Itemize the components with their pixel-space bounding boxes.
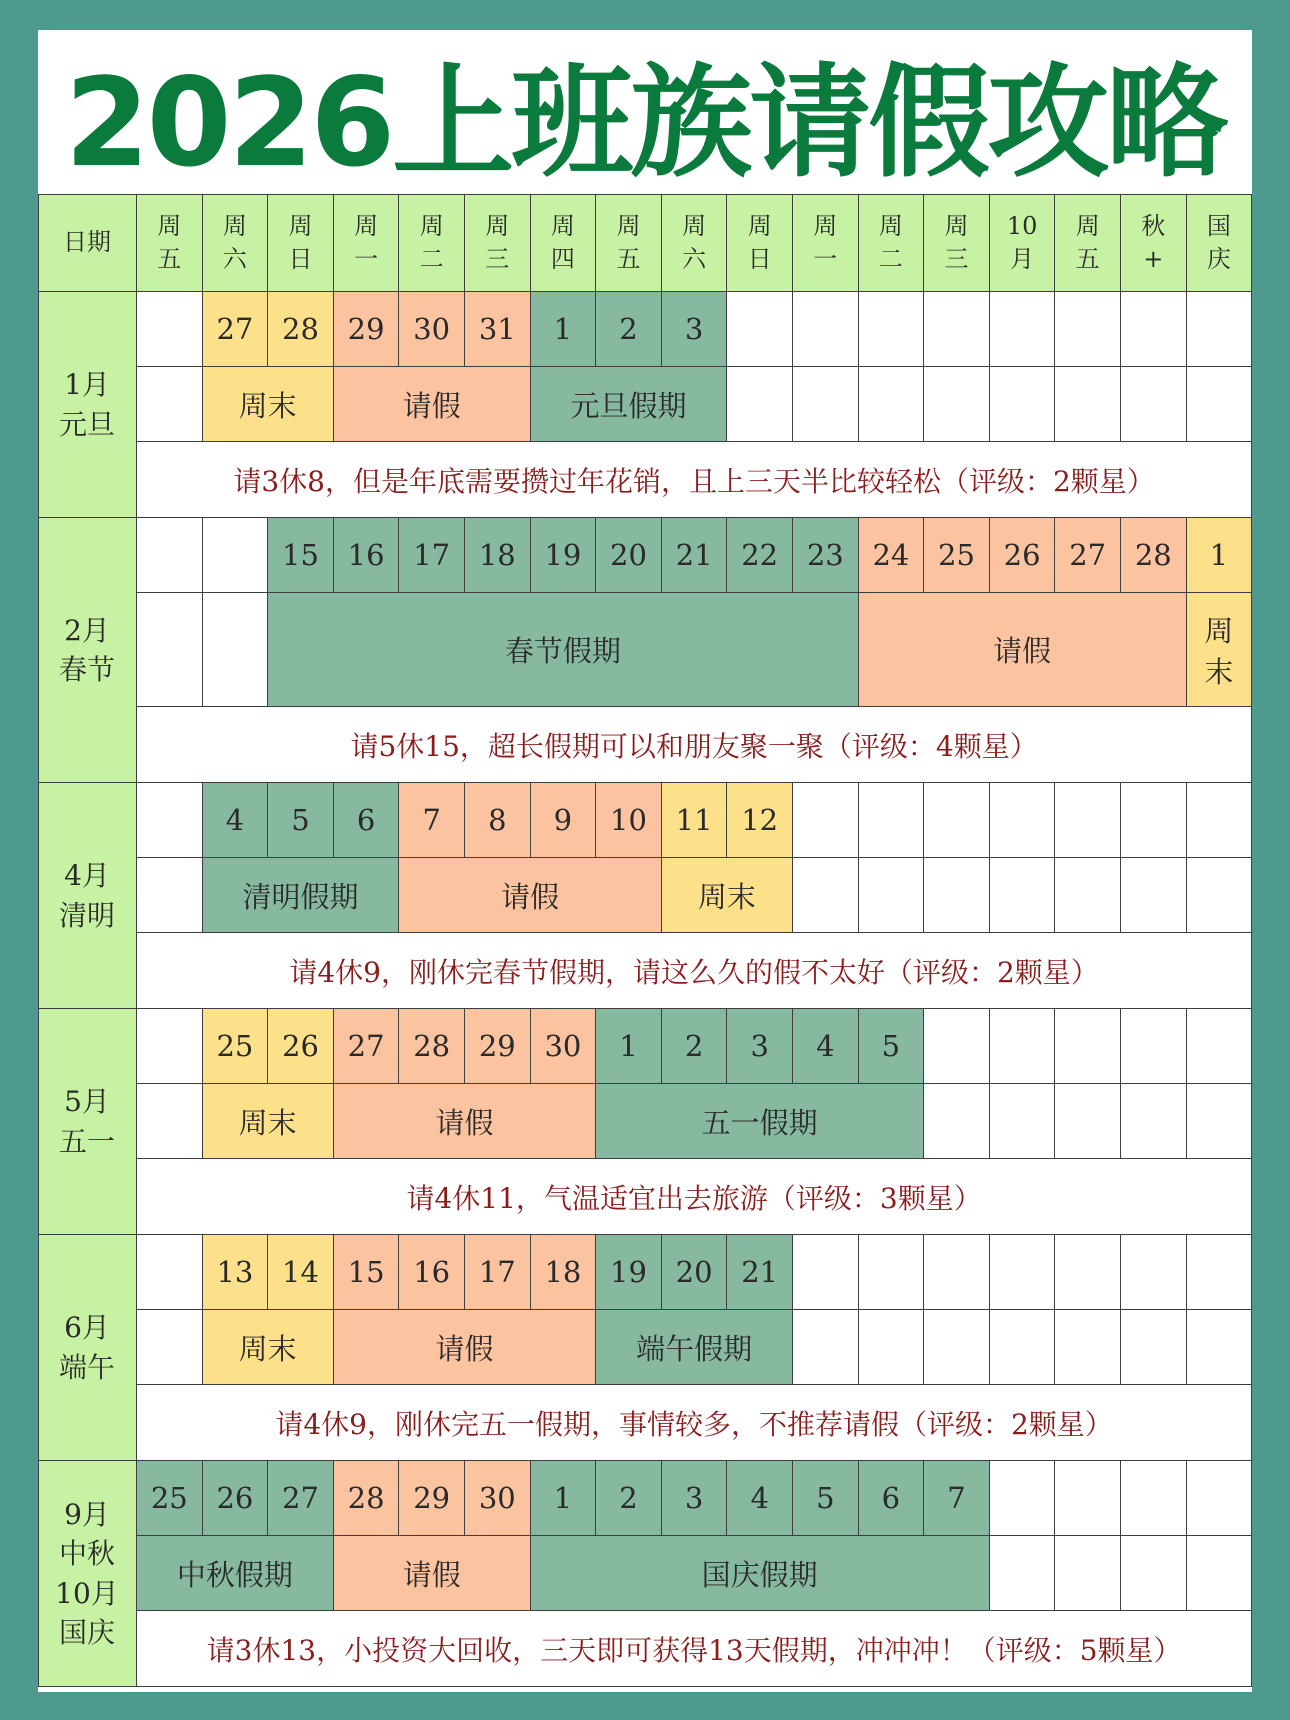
header-day-2: 周 日 xyxy=(268,194,334,292)
date-cell: 7 xyxy=(924,1461,990,1536)
holiday-band: 端午假期 xyxy=(596,1310,793,1385)
date-cell: 13 xyxy=(203,1235,269,1310)
date-cell: 6 xyxy=(334,783,400,858)
date-cell: 1 xyxy=(531,292,597,367)
date-cell: 7 xyxy=(399,783,465,858)
date-cell: 30 xyxy=(399,292,465,367)
date-cell: 27 xyxy=(1055,518,1121,593)
empty-cell xyxy=(924,367,990,442)
header-day-11: 周 二 xyxy=(859,194,925,292)
empty-cell xyxy=(1187,1235,1253,1310)
empty-cell xyxy=(924,1235,990,1310)
empty-cell xyxy=(137,858,203,933)
empty-cell xyxy=(924,292,990,367)
date-cell: 29 xyxy=(334,292,400,367)
date-cell: 25 xyxy=(137,1461,203,1536)
date-cell: 14 xyxy=(268,1235,334,1310)
empty-cell xyxy=(1055,1009,1121,1084)
empty-cell xyxy=(793,858,859,933)
weekend-band: 周末 xyxy=(203,1310,334,1385)
empty-cell xyxy=(1121,783,1187,858)
empty-cell xyxy=(1187,292,1253,367)
empty-cell xyxy=(1121,1235,1187,1310)
empty-cell xyxy=(1055,367,1121,442)
empty-cell xyxy=(859,1235,925,1310)
empty-cell xyxy=(1055,292,1121,367)
header-day-14: 周 五 xyxy=(1055,194,1121,292)
date-cell: 4 xyxy=(203,783,269,858)
date-cell: 26 xyxy=(990,518,1056,593)
empty-cell xyxy=(859,783,925,858)
date-cell: 19 xyxy=(531,518,597,593)
empty-cell xyxy=(924,1310,990,1385)
header-day-15: 秋 + xyxy=(1121,194,1187,292)
empty-cell xyxy=(137,593,203,707)
date-cell: 18 xyxy=(465,518,531,593)
leave-band: 请假 xyxy=(859,593,1187,707)
empty-cell xyxy=(1121,1536,1187,1611)
rating-note: 请3休13，小投资大回收，三天即可获得13天假期，冲冲冲！（评级：5颗星） xyxy=(137,1611,1252,1687)
date-cell: 17 xyxy=(399,518,465,593)
empty-cell xyxy=(924,1009,990,1084)
calendar-sheet xyxy=(38,30,1252,1692)
date-cell: 22 xyxy=(727,518,793,593)
date-cell: 24 xyxy=(859,518,925,593)
empty-cell xyxy=(990,292,1056,367)
header-day-6: 周 四 xyxy=(531,194,597,292)
leave-band: 请假 xyxy=(334,1310,596,1385)
month-label: 1月 元旦 xyxy=(38,292,137,518)
empty-cell xyxy=(137,1009,203,1084)
empty-cell xyxy=(137,367,203,442)
month-label: 9月 中秋 10月 国庆 xyxy=(38,1461,137,1687)
empty-cell xyxy=(1187,1009,1253,1084)
date-cell: 31 xyxy=(465,292,531,367)
date-cell: 30 xyxy=(531,1009,597,1084)
date-cell: 2 xyxy=(596,292,662,367)
empty-cell xyxy=(1187,783,1253,858)
empty-cell xyxy=(924,783,990,858)
empty-cell xyxy=(793,783,859,858)
date-cell: 3 xyxy=(727,1009,793,1084)
date-cell: 3 xyxy=(662,292,728,367)
empty-cell xyxy=(990,1461,1056,1536)
month-label: 5月 五一 xyxy=(38,1009,137,1235)
date-cell: 27 xyxy=(334,1009,400,1084)
date-cell: 28 xyxy=(1121,518,1187,593)
holiday-band: 清明假期 xyxy=(203,858,400,933)
empty-cell xyxy=(1187,1310,1253,1385)
empty-cell xyxy=(990,1536,1056,1611)
date-cell: 10 xyxy=(596,783,662,858)
date-cell: 30 xyxy=(465,1461,531,1536)
empty-cell xyxy=(1187,1084,1253,1159)
header-day-8: 周 六 xyxy=(662,194,728,292)
date-cell: 26 xyxy=(268,1009,334,1084)
empty-cell xyxy=(203,518,269,593)
holiday-band: 元旦假期 xyxy=(531,367,728,442)
rating-note: 请5休15，超长假期可以和朋友聚一聚（评级：4颗星） xyxy=(137,707,1252,783)
holiday-band: 中秋假期 xyxy=(137,1536,334,1611)
empty-cell xyxy=(1055,1310,1121,1385)
date-cell: 26 xyxy=(203,1461,269,1536)
leave-band: 请假 xyxy=(334,1084,596,1159)
rating-note: 请3休8，但是年底需要攒过年花销，且上三天半比较轻松（评级：2颗星） xyxy=(137,442,1252,518)
empty-cell xyxy=(1121,1084,1187,1159)
empty-cell xyxy=(990,1009,1056,1084)
date-cell: 29 xyxy=(399,1461,465,1536)
empty-cell xyxy=(859,1310,925,1385)
holiday-band: 春节假期 xyxy=(268,593,858,707)
empty-cell xyxy=(990,1084,1056,1159)
empty-cell xyxy=(1187,1536,1253,1611)
empty-cell xyxy=(793,1235,859,1310)
date-cell: 11 xyxy=(662,783,728,858)
header-day-0: 周 五 xyxy=(137,194,203,292)
date-cell: 1 xyxy=(596,1009,662,1084)
empty-cell xyxy=(793,367,859,442)
holiday-band: 五一假期 xyxy=(596,1084,924,1159)
empty-cell xyxy=(1055,783,1121,858)
header-day-12: 周 三 xyxy=(924,194,990,292)
date-cell: 28 xyxy=(268,292,334,367)
date-cell: 28 xyxy=(399,1009,465,1084)
date-cell: 2 xyxy=(662,1009,728,1084)
month-label: 4月 清明 xyxy=(38,783,137,1009)
empty-cell xyxy=(1121,1009,1187,1084)
rating-note: 请4休11，气温适宜出去旅游（评级：3颗星） xyxy=(137,1159,1252,1235)
empty-cell xyxy=(137,518,203,593)
header-date-label: 日期 xyxy=(38,194,137,292)
empty-cell xyxy=(1055,1536,1121,1611)
empty-cell xyxy=(859,292,925,367)
empty-cell xyxy=(924,858,990,933)
empty-cell xyxy=(990,1235,1056,1310)
empty-cell xyxy=(793,292,859,367)
empty-cell xyxy=(727,367,793,442)
header-day-13: 10 月 xyxy=(990,194,1056,292)
header-day-5: 周 三 xyxy=(465,194,531,292)
month-label: 6月 端午 xyxy=(38,1235,137,1461)
date-cell: 5 xyxy=(793,1461,859,1536)
empty-cell xyxy=(1121,858,1187,933)
date-cell: 21 xyxy=(662,518,728,593)
date-cell: 5 xyxy=(268,783,334,858)
empty-cell xyxy=(1055,1084,1121,1159)
empty-cell xyxy=(1121,292,1187,367)
holiday-band: 国庆假期 xyxy=(531,1536,990,1611)
empty-cell xyxy=(137,1235,203,1310)
empty-cell xyxy=(1187,858,1253,933)
date-cell: 1 xyxy=(1187,518,1253,593)
empty-cell xyxy=(203,593,269,707)
rating-note: 请4休9，刚休完春节假期，请这么久的假不太好（评级：2颗星） xyxy=(137,933,1252,1009)
date-cell: 16 xyxy=(399,1235,465,1310)
header-day-3: 周 一 xyxy=(334,194,400,292)
date-cell: 18 xyxy=(531,1235,597,1310)
date-cell: 27 xyxy=(203,292,269,367)
date-cell: 1 xyxy=(531,1461,597,1536)
weekend-band: 周末 xyxy=(662,858,793,933)
empty-cell xyxy=(1121,367,1187,442)
header-day-10: 周 一 xyxy=(793,194,859,292)
empty-cell xyxy=(1121,1461,1187,1536)
header-day-4: 周 二 xyxy=(399,194,465,292)
empty-cell xyxy=(924,1084,990,1159)
date-cell: 23 xyxy=(793,518,859,593)
empty-cell xyxy=(137,1084,203,1159)
date-cell: 8 xyxy=(465,783,531,858)
date-cell: 12 xyxy=(727,783,793,858)
empty-cell xyxy=(137,783,203,858)
weekend-band: 周末 xyxy=(203,367,334,442)
date-cell: 25 xyxy=(924,518,990,593)
header-day-16: 国 庆 xyxy=(1187,194,1253,292)
leave-band: 请假 xyxy=(399,858,661,933)
date-cell: 5 xyxy=(859,1009,925,1084)
empty-cell xyxy=(859,858,925,933)
empty-cell xyxy=(793,1310,859,1385)
empty-cell xyxy=(990,858,1056,933)
weekend-band: 周 末 xyxy=(1187,593,1253,707)
date-cell: 19 xyxy=(596,1235,662,1310)
empty-cell xyxy=(990,367,1056,442)
empty-cell xyxy=(1187,367,1253,442)
leave-band: 请假 xyxy=(334,367,531,442)
rating-note: 请4休9，刚休完五一假期，事情较多，不推荐请假（评级：2颗星） xyxy=(137,1385,1252,1461)
date-cell: 29 xyxy=(465,1009,531,1084)
date-cell: 25 xyxy=(203,1009,269,1084)
page-title: 2026上班族请假攻略 xyxy=(64,51,1226,194)
date-cell: 15 xyxy=(334,1235,400,1310)
header-day-1: 周 六 xyxy=(203,194,269,292)
empty-cell xyxy=(1121,1310,1187,1385)
empty-cell xyxy=(1187,1461,1253,1536)
empty-cell xyxy=(1055,858,1121,933)
weekend-band: 周末 xyxy=(203,1084,334,1159)
month-label: 2月 春节 xyxy=(38,518,137,783)
date-cell: 4 xyxy=(793,1009,859,1084)
date-cell: 4 xyxy=(727,1461,793,1536)
empty-cell xyxy=(1055,1461,1121,1536)
empty-cell xyxy=(137,292,203,367)
date-cell: 15 xyxy=(268,518,334,593)
empty-cell xyxy=(859,367,925,442)
date-cell: 9 xyxy=(531,783,597,858)
date-cell: 20 xyxy=(596,518,662,593)
date-cell: 21 xyxy=(727,1235,793,1310)
date-cell: 28 xyxy=(334,1461,400,1536)
header-day-9: 周 日 xyxy=(727,194,793,292)
date-cell: 16 xyxy=(334,518,400,593)
empty-cell xyxy=(137,1310,203,1385)
date-cell: 2 xyxy=(596,1461,662,1536)
leave-band: 请假 xyxy=(334,1536,531,1611)
date-cell: 3 xyxy=(662,1461,728,1536)
empty-cell xyxy=(1055,1235,1121,1310)
date-cell: 20 xyxy=(662,1235,728,1310)
date-cell: 6 xyxy=(859,1461,925,1536)
empty-cell xyxy=(990,1310,1056,1385)
date-cell: 27 xyxy=(268,1461,334,1536)
empty-cell xyxy=(990,783,1056,858)
date-cell: 17 xyxy=(465,1235,531,1310)
header-day-7: 周 五 xyxy=(596,194,662,292)
empty-cell xyxy=(727,292,793,367)
